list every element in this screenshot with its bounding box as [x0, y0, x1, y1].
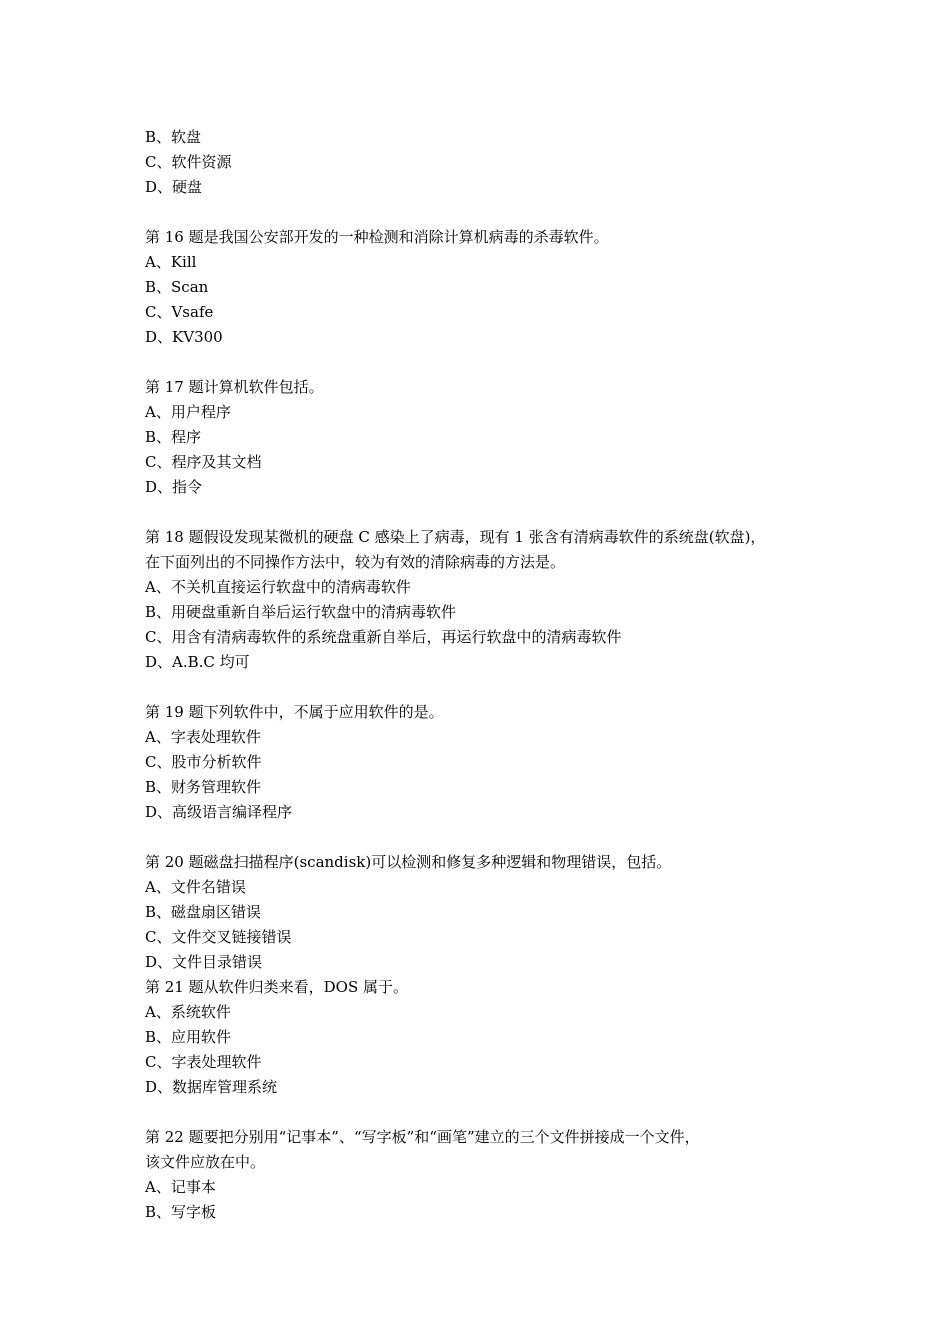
option: C、文件交叉链接错误 — [145, 928, 292, 946]
option: A、不关机直接运行软盘中的清病毒软件 — [145, 578, 411, 596]
option: B、程序 — [145, 428, 202, 446]
lead-options — [145, 125, 825, 200]
question-21 — [145, 975, 825, 1100]
option: C、程序及其文档 — [145, 453, 262, 471]
option: D、数据库管理系统 — [145, 1078, 278, 1096]
option: B、用硬盘重新自举后运行软盘中的清病毒软件 — [145, 603, 457, 621]
option: A、用户程序 — [145, 403, 231, 421]
question-stem: 第 17 题计算机软件包括。 — [145, 378, 324, 396]
option: D、硬盘 — [145, 178, 203, 196]
question-stem: 第 16 题是我国公安部开发的一种检测和消除计算机病毒的杀毒软件。 — [145, 228, 609, 246]
question-17 — [145, 375, 825, 500]
question-stem: 该文件应放在中。 — [145, 1153, 266, 1171]
option: D、文件目录错误 — [145, 953, 263, 971]
question-stem: 第 20 题磁盘扫描程序(scandisk)可以检测和修复多种逻辑和物理错误，包括。 — [145, 853, 672, 871]
option: C、字表处理软件 — [145, 1053, 262, 1071]
option: C、软件资源 — [145, 153, 232, 171]
question-stem: 第 22 题要把分别用“记事本”、“写字板”和“画笔”建立的三个文件拼接成一个文件， — [145, 1128, 700, 1146]
question-20 — [145, 850, 825, 975]
option: A、Kill — [145, 253, 197, 271]
option: B、磁盘扇区错误 — [145, 903, 262, 921]
question-stem: 第 21 题从软件归类来看，DOS 属于。 — [145, 978, 408, 996]
question-stem: 在下面列出的不同操作方法中，较为有效的清除病毒的方法是。 — [145, 553, 566, 571]
option: D、KV300 — [145, 328, 223, 346]
document-page — [145, 125, 825, 1225]
option: B、财务管理软件 — [145, 778, 262, 796]
question-22 — [145, 1125, 825, 1225]
option: C、股市分析软件 — [145, 753, 262, 771]
option: A、记事本 — [145, 1178, 216, 1196]
question-16 — [145, 225, 825, 350]
question-stem: 第 18 题假设发现某微机的硬盘 C 感染上了病毒，现有 1 张含有清病毒软件的系统盘(软盘)， — [145, 528, 766, 546]
option: A、文件名错误 — [145, 878, 246, 896]
option: B、Scan — [145, 278, 209, 296]
option: C、Vsafe — [145, 303, 214, 321]
option: D、指令 — [145, 478, 203, 496]
option: D、高级语言编译程序 — [145, 803, 293, 821]
option: A、字表处理软件 — [145, 728, 261, 746]
option: B、软盘 — [145, 128, 202, 146]
option: A、系统软件 — [145, 1003, 231, 1021]
question-18 — [145, 525, 825, 675]
question-stem: 第 19 题下列软件中，不属于应用软件的是。 — [145, 703, 444, 721]
option: C、用含有清病毒软件的系统盘重新自举后，再运行软盘中的清病毒软件 — [145, 628, 622, 646]
option: B、应用软件 — [145, 1028, 232, 1046]
option: D、A.B.C 均可 — [145, 653, 250, 671]
question-19 — [145, 700, 825, 825]
option: B、写字板 — [145, 1203, 217, 1221]
